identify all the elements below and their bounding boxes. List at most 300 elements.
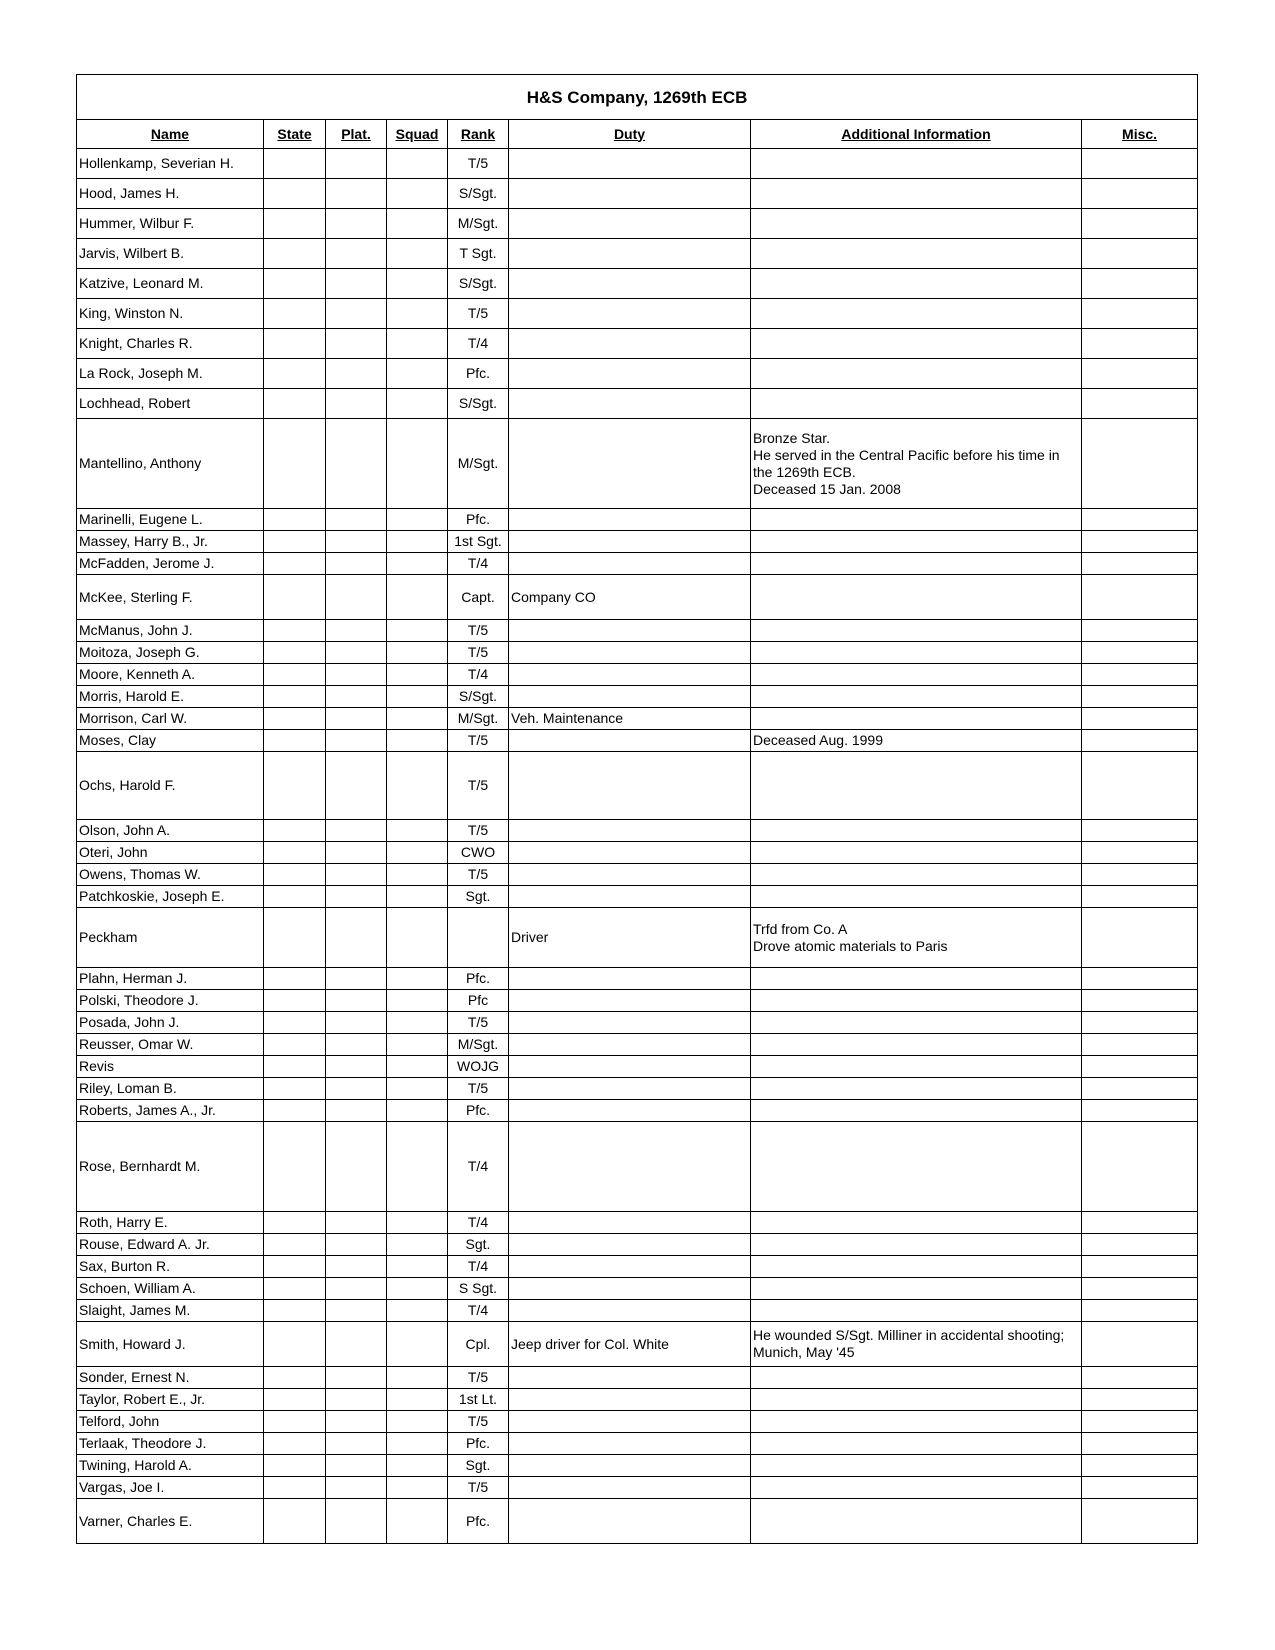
misc-cell bbox=[1082, 620, 1198, 642]
rank-cell: T/5 bbox=[448, 1078, 509, 1100]
state-cell bbox=[264, 299, 326, 329]
additional-information-cell bbox=[751, 664, 1082, 686]
misc-cell bbox=[1082, 968, 1198, 990]
name-cell: Schoen, William A. bbox=[77, 1278, 264, 1300]
rank-cell: 1st Lt. bbox=[448, 1389, 509, 1411]
additional-information-cell bbox=[751, 842, 1082, 864]
squad-cell bbox=[387, 620, 448, 642]
name-cell: Smith, Howard J. bbox=[77, 1322, 264, 1367]
state-cell bbox=[264, 820, 326, 842]
plat-cell bbox=[326, 1389, 387, 1411]
name-cell: Peckham bbox=[77, 908, 264, 968]
rank-cell: Pfc bbox=[448, 990, 509, 1012]
squad-cell bbox=[387, 1278, 448, 1300]
duty-cell bbox=[509, 1078, 751, 1100]
misc-cell bbox=[1082, 575, 1198, 620]
additional-information-cell bbox=[751, 1234, 1082, 1256]
plat-cell bbox=[326, 1433, 387, 1455]
additional-information-cell: Deceased Aug. 1999 bbox=[751, 730, 1082, 752]
rank-cell: WOJG bbox=[448, 1056, 509, 1078]
misc-cell bbox=[1082, 664, 1198, 686]
additional-information-cell: Bronze Star. He served in the Central Pacific before his time in the 1269th ECB. Deceased 15 Jan. 2008 bbox=[751, 419, 1082, 509]
duty-cell bbox=[509, 1212, 751, 1234]
duty-cell bbox=[509, 1278, 751, 1300]
header-plat: Plat. bbox=[326, 120, 387, 149]
table-row bbox=[77, 752, 1198, 820]
state-cell bbox=[264, 575, 326, 620]
state-cell bbox=[264, 329, 326, 359]
plat-cell bbox=[326, 269, 387, 299]
duty-cell bbox=[509, 886, 751, 908]
name-cell: Hood, James H. bbox=[77, 179, 264, 209]
rank-cell: T/4 bbox=[448, 1256, 509, 1278]
additional-information-cell bbox=[751, 269, 1082, 299]
name-cell: Massey, Harry B., Jr. bbox=[77, 531, 264, 553]
table-row bbox=[77, 553, 1198, 575]
state-cell bbox=[264, 1433, 326, 1455]
table-title: H&S Company, 1269th ECB bbox=[77, 75, 1198, 120]
plat-cell bbox=[326, 1256, 387, 1278]
name-cell: Rose, Bernhardt M. bbox=[77, 1122, 264, 1212]
state-cell bbox=[264, 1477, 326, 1499]
misc-cell bbox=[1082, 686, 1198, 708]
rank-cell: Sgt. bbox=[448, 1455, 509, 1477]
additional-information-cell bbox=[751, 864, 1082, 886]
plat-cell bbox=[326, 179, 387, 209]
misc-cell bbox=[1082, 1256, 1198, 1278]
misc-cell bbox=[1082, 269, 1198, 299]
duty-cell: Jeep driver for Col. White bbox=[509, 1322, 751, 1367]
name-cell: King, Winston N. bbox=[77, 299, 264, 329]
duty-cell bbox=[509, 209, 751, 239]
additional-information-cell bbox=[751, 209, 1082, 239]
plat-cell bbox=[326, 820, 387, 842]
state-cell bbox=[264, 1100, 326, 1122]
additional-information-cell bbox=[751, 708, 1082, 730]
squad-cell bbox=[387, 1300, 448, 1322]
additional-information-cell bbox=[751, 1389, 1082, 1411]
plat-cell bbox=[326, 1477, 387, 1499]
name-cell: La Rock, Joseph M. bbox=[77, 359, 264, 389]
duty-cell bbox=[509, 553, 751, 575]
table-row bbox=[77, 149, 1198, 179]
misc-cell bbox=[1082, 1100, 1198, 1122]
duty-cell bbox=[509, 149, 751, 179]
additional-information-cell bbox=[751, 752, 1082, 820]
state-cell bbox=[264, 1389, 326, 1411]
name-cell: Roberts, James A., Jr. bbox=[77, 1100, 264, 1122]
duty-cell bbox=[509, 664, 751, 686]
name-cell: Jarvis, Wilbert B. bbox=[77, 239, 264, 269]
state-cell bbox=[264, 752, 326, 820]
rank-cell: T/4 bbox=[448, 1300, 509, 1322]
duty-cell bbox=[509, 990, 751, 1012]
misc-cell bbox=[1082, 864, 1198, 886]
duty-cell bbox=[509, 1433, 751, 1455]
table-row bbox=[77, 269, 1198, 299]
squad-cell bbox=[387, 1212, 448, 1234]
table-row bbox=[77, 886, 1198, 908]
duty-cell bbox=[509, 1256, 751, 1278]
squad-cell bbox=[387, 686, 448, 708]
misc-cell bbox=[1082, 886, 1198, 908]
plat-cell bbox=[326, 1234, 387, 1256]
misc-cell bbox=[1082, 1056, 1198, 1078]
state-cell bbox=[264, 842, 326, 864]
squad-cell bbox=[387, 908, 448, 968]
misc-cell bbox=[1082, 149, 1198, 179]
rank-cell: T/5 bbox=[448, 1012, 509, 1034]
rank-cell: M/Sgt. bbox=[448, 209, 509, 239]
name-cell: Telford, John bbox=[77, 1411, 264, 1433]
table-row bbox=[77, 179, 1198, 209]
plat-cell bbox=[326, 864, 387, 886]
name-cell: Marinelli, Eugene L. bbox=[77, 509, 264, 531]
header-additional-information: Additional Information bbox=[751, 120, 1082, 149]
additional-information-cell bbox=[751, 553, 1082, 575]
header-misc: Misc. bbox=[1082, 120, 1198, 149]
table-row bbox=[77, 1499, 1198, 1544]
rank-cell: T/5 bbox=[448, 149, 509, 179]
duty-cell bbox=[509, 1012, 751, 1034]
plat-cell bbox=[326, 1367, 387, 1389]
misc-cell bbox=[1082, 752, 1198, 820]
plat-cell bbox=[326, 1012, 387, 1034]
duty-cell bbox=[509, 1300, 751, 1322]
squad-cell bbox=[387, 389, 448, 419]
duty-cell bbox=[509, 329, 751, 359]
squad-cell bbox=[387, 1012, 448, 1034]
plat-cell bbox=[326, 1322, 387, 1367]
table-row bbox=[77, 1256, 1198, 1278]
name-cell: Terlaak, Theodore J. bbox=[77, 1433, 264, 1455]
misc-cell bbox=[1082, 419, 1198, 509]
name-cell: Hummer, Wilbur F. bbox=[77, 209, 264, 239]
misc-cell bbox=[1082, 1322, 1198, 1367]
plat-cell bbox=[326, 686, 387, 708]
rank-cell: Cpl. bbox=[448, 1322, 509, 1367]
state-cell bbox=[264, 908, 326, 968]
state-cell bbox=[264, 642, 326, 664]
roster-table bbox=[76, 74, 1198, 1544]
state-cell bbox=[264, 708, 326, 730]
squad-cell bbox=[387, 1100, 448, 1122]
squad-cell bbox=[387, 1455, 448, 1477]
duty-cell bbox=[509, 1499, 751, 1544]
name-cell: Posada, John J. bbox=[77, 1012, 264, 1034]
misc-cell bbox=[1082, 990, 1198, 1012]
misc-cell bbox=[1082, 820, 1198, 842]
state-cell bbox=[264, 209, 326, 239]
table-row bbox=[77, 664, 1198, 686]
plat-cell bbox=[326, 1300, 387, 1322]
plat-cell bbox=[326, 1212, 387, 1234]
duty-cell bbox=[509, 842, 751, 864]
squad-cell bbox=[387, 1056, 448, 1078]
rank-cell: T/5 bbox=[448, 1477, 509, 1499]
table-row bbox=[77, 864, 1198, 886]
duty-cell bbox=[509, 864, 751, 886]
name-cell: Morris, Harold E. bbox=[77, 686, 264, 708]
misc-cell bbox=[1082, 299, 1198, 329]
misc-cell bbox=[1082, 239, 1198, 269]
rank-cell: Capt. bbox=[448, 575, 509, 620]
rank-cell: Pfc. bbox=[448, 1433, 509, 1455]
squad-cell bbox=[387, 1078, 448, 1100]
rank-cell: CWO bbox=[448, 842, 509, 864]
plat-cell bbox=[326, 968, 387, 990]
rank-cell: Pfc. bbox=[448, 968, 509, 990]
plat-cell bbox=[326, 664, 387, 686]
rank-cell: T/5 bbox=[448, 642, 509, 664]
plat-cell bbox=[326, 1100, 387, 1122]
misc-cell bbox=[1082, 730, 1198, 752]
name-cell: Riley, Loman B. bbox=[77, 1078, 264, 1100]
table-row bbox=[77, 686, 1198, 708]
table-row bbox=[77, 1056, 1198, 1078]
rank-cell: M/Sgt. bbox=[448, 708, 509, 730]
name-cell: Moore, Kenneth A. bbox=[77, 664, 264, 686]
state-cell bbox=[264, 509, 326, 531]
additional-information-cell bbox=[751, 642, 1082, 664]
plat-cell bbox=[326, 389, 387, 419]
additional-information-cell bbox=[751, 1411, 1082, 1433]
plat-cell bbox=[326, 1411, 387, 1433]
squad-cell bbox=[387, 1234, 448, 1256]
squad-cell bbox=[387, 1367, 448, 1389]
name-cell: Knight, Charles R. bbox=[77, 329, 264, 359]
duty-cell bbox=[509, 509, 751, 531]
rank-cell: Sgt. bbox=[448, 1234, 509, 1256]
duty-cell bbox=[509, 642, 751, 664]
misc-cell bbox=[1082, 359, 1198, 389]
rank-cell: S/Sgt. bbox=[448, 389, 509, 419]
name-cell: Roth, Harry E. bbox=[77, 1212, 264, 1234]
additional-information-cell bbox=[751, 1100, 1082, 1122]
header-duty: Duty bbox=[509, 120, 751, 149]
table-row bbox=[77, 990, 1198, 1012]
rank-cell: Sgt. bbox=[448, 886, 509, 908]
name-cell: Hollenkamp, Severian H. bbox=[77, 149, 264, 179]
state-cell bbox=[264, 968, 326, 990]
name-cell: Owens, Thomas W. bbox=[77, 864, 264, 886]
rank-cell: T/5 bbox=[448, 1411, 509, 1433]
table-row bbox=[77, 1455, 1198, 1477]
misc-cell bbox=[1082, 509, 1198, 531]
name-cell: Katzive, Leonard M. bbox=[77, 269, 264, 299]
additional-information-cell bbox=[751, 1477, 1082, 1499]
additional-information-cell bbox=[751, 1455, 1082, 1477]
plat-cell bbox=[326, 1278, 387, 1300]
duty-cell bbox=[509, 179, 751, 209]
squad-cell bbox=[387, 575, 448, 620]
table-row bbox=[77, 419, 1198, 509]
additional-information-cell bbox=[751, 1499, 1082, 1544]
squad-cell bbox=[387, 531, 448, 553]
state-cell bbox=[264, 531, 326, 553]
duty-cell bbox=[509, 531, 751, 553]
header-row bbox=[77, 120, 1198, 149]
plat-cell bbox=[326, 531, 387, 553]
table-row bbox=[77, 1100, 1198, 1122]
squad-cell bbox=[387, 509, 448, 531]
name-cell: Olson, John A. bbox=[77, 820, 264, 842]
misc-cell bbox=[1082, 1367, 1198, 1389]
rank-cell: T Sgt. bbox=[448, 239, 509, 269]
misc-cell bbox=[1082, 1389, 1198, 1411]
rank-cell: M/Sgt. bbox=[448, 1034, 509, 1056]
rank-cell: T/5 bbox=[448, 820, 509, 842]
misc-cell bbox=[1082, 209, 1198, 239]
name-cell: Plahn, Herman J. bbox=[77, 968, 264, 990]
plat-cell bbox=[326, 1455, 387, 1477]
table-row bbox=[77, 299, 1198, 329]
duty-cell bbox=[509, 239, 751, 269]
rank-cell: S/Sgt. bbox=[448, 179, 509, 209]
name-cell: Varner, Charles E. bbox=[77, 1499, 264, 1544]
plat-cell bbox=[326, 1499, 387, 1544]
table-row bbox=[77, 329, 1198, 359]
name-cell: Patchkoskie, Joseph E. bbox=[77, 886, 264, 908]
rank-cell: Pfc. bbox=[448, 1100, 509, 1122]
misc-cell bbox=[1082, 1034, 1198, 1056]
rank-cell: Pfc. bbox=[448, 1499, 509, 1544]
additional-information-cell bbox=[751, 1367, 1082, 1389]
squad-cell bbox=[387, 730, 448, 752]
name-cell: Lochhead, Robert bbox=[77, 389, 264, 419]
misc-cell bbox=[1082, 1455, 1198, 1477]
name-cell: Moitoza, Joseph G. bbox=[77, 642, 264, 664]
table-row bbox=[77, 908, 1198, 968]
state-cell bbox=[264, 1012, 326, 1034]
plat-cell bbox=[326, 575, 387, 620]
plat-cell bbox=[326, 886, 387, 908]
header-state: State bbox=[264, 120, 326, 149]
rank-cell: Pfc. bbox=[448, 509, 509, 531]
squad-cell bbox=[387, 329, 448, 359]
state-cell bbox=[264, 1234, 326, 1256]
squad-cell bbox=[387, 553, 448, 575]
table-row bbox=[77, 1012, 1198, 1034]
plat-cell bbox=[326, 620, 387, 642]
plat-cell bbox=[326, 419, 387, 509]
additional-information-cell bbox=[751, 239, 1082, 269]
duty-cell bbox=[509, 1100, 751, 1122]
state-cell bbox=[264, 1367, 326, 1389]
additional-information-cell bbox=[751, 1212, 1082, 1234]
plat-cell bbox=[326, 553, 387, 575]
duty-cell bbox=[509, 1389, 751, 1411]
plat-cell bbox=[326, 1078, 387, 1100]
table-row bbox=[77, 575, 1198, 620]
misc-cell bbox=[1082, 553, 1198, 575]
state-cell bbox=[264, 269, 326, 299]
duty-cell: Driver bbox=[509, 908, 751, 968]
name-cell: Slaight, James M. bbox=[77, 1300, 264, 1322]
state-cell bbox=[264, 1455, 326, 1477]
additional-information-cell bbox=[751, 1256, 1082, 1278]
rank-cell: 1st Sgt. bbox=[448, 531, 509, 553]
misc-cell bbox=[1082, 1234, 1198, 1256]
table-row bbox=[77, 1078, 1198, 1100]
rank-cell: T/5 bbox=[448, 1367, 509, 1389]
state-cell bbox=[264, 1056, 326, 1078]
state-cell bbox=[264, 553, 326, 575]
misc-cell bbox=[1082, 842, 1198, 864]
duty-cell: Veh. Maintenance bbox=[509, 708, 751, 730]
rank-cell: T/4 bbox=[448, 329, 509, 359]
plat-cell bbox=[326, 752, 387, 820]
name-cell: McManus, John J. bbox=[77, 620, 264, 642]
rank-cell: T/4 bbox=[448, 1212, 509, 1234]
rank-cell: M/Sgt. bbox=[448, 419, 509, 509]
table-row bbox=[77, 239, 1198, 269]
squad-cell bbox=[387, 209, 448, 239]
table-row bbox=[77, 1234, 1198, 1256]
duty-cell bbox=[509, 968, 751, 990]
plat-cell bbox=[326, 908, 387, 968]
table-row bbox=[77, 708, 1198, 730]
state-cell bbox=[264, 179, 326, 209]
state-cell bbox=[264, 686, 326, 708]
name-cell: Oteri, John bbox=[77, 842, 264, 864]
rank-cell: T/5 bbox=[448, 864, 509, 886]
additional-information-cell bbox=[751, 1278, 1082, 1300]
plat-cell bbox=[326, 708, 387, 730]
rank-cell: T/5 bbox=[448, 299, 509, 329]
squad-cell bbox=[387, 1122, 448, 1212]
squad-cell bbox=[387, 642, 448, 664]
state-cell bbox=[264, 620, 326, 642]
squad-cell bbox=[387, 1389, 448, 1411]
table-row bbox=[77, 1411, 1198, 1433]
plat-cell bbox=[326, 299, 387, 329]
additional-information-cell: Trfd from Co. A Drove atomic materials to Paris bbox=[751, 908, 1082, 968]
name-cell: Sonder, Ernest N. bbox=[77, 1367, 264, 1389]
table-row bbox=[77, 968, 1198, 990]
state-cell bbox=[264, 664, 326, 686]
plat-cell bbox=[326, 842, 387, 864]
rank-cell: S Sgt. bbox=[448, 1278, 509, 1300]
misc-cell bbox=[1082, 1499, 1198, 1544]
duty-cell bbox=[509, 730, 751, 752]
duty-cell bbox=[509, 1056, 751, 1078]
table-row bbox=[77, 1034, 1198, 1056]
duty-cell bbox=[509, 1367, 751, 1389]
additional-information-cell bbox=[751, 1300, 1082, 1322]
header-squad: Squad bbox=[387, 120, 448, 149]
table-row bbox=[77, 842, 1198, 864]
state-cell bbox=[264, 864, 326, 886]
table-row bbox=[77, 1278, 1198, 1300]
name-cell: Revis bbox=[77, 1056, 264, 1078]
table-row bbox=[77, 531, 1198, 553]
misc-cell bbox=[1082, 1411, 1198, 1433]
squad-cell bbox=[387, 1322, 448, 1367]
additional-information-cell bbox=[751, 575, 1082, 620]
name-cell: Vargas, Joe I. bbox=[77, 1477, 264, 1499]
squad-cell bbox=[387, 1477, 448, 1499]
duty-cell bbox=[509, 269, 751, 299]
misc-cell bbox=[1082, 708, 1198, 730]
squad-cell bbox=[387, 752, 448, 820]
additional-information-cell bbox=[751, 531, 1082, 553]
additional-information-cell bbox=[751, 179, 1082, 209]
squad-cell bbox=[387, 149, 448, 179]
misc-cell bbox=[1082, 642, 1198, 664]
table-row bbox=[77, 1212, 1198, 1234]
squad-cell bbox=[387, 664, 448, 686]
